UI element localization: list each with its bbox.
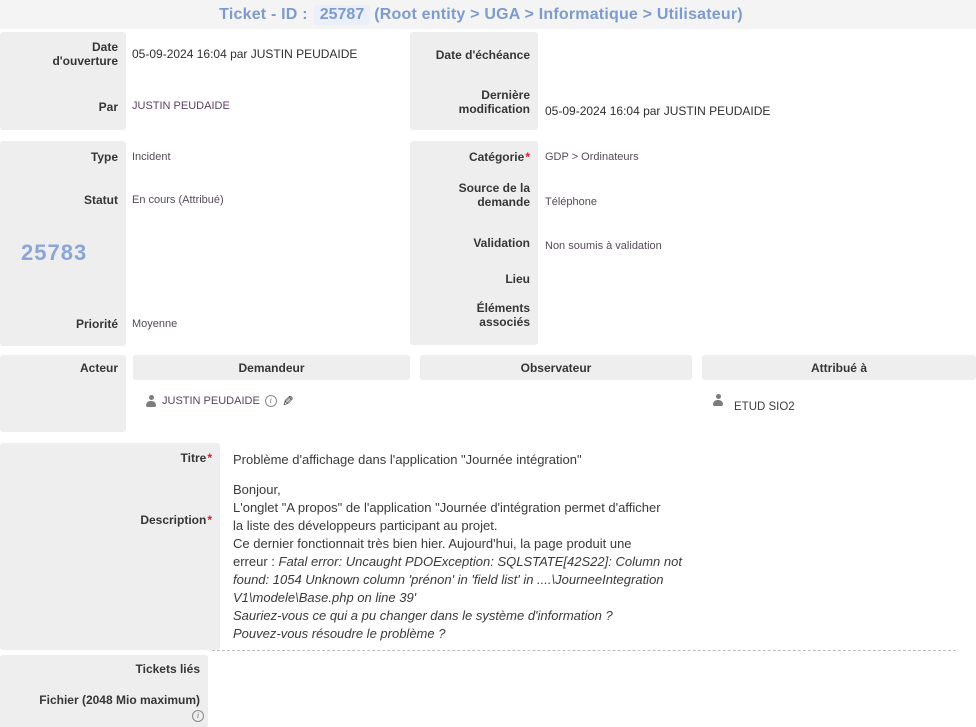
label-date-echeance: Date d'échéance <box>435 48 530 62</box>
value-type: Incident <box>132 151 171 163</box>
label-categorie-text: Catégorie <box>468 150 525 164</box>
label-cell-acteur <box>0 355 126 432</box>
demandeur-entry <box>145 395 294 407</box>
label-cell-footer <box>0 655 208 727</box>
label-cell-dates-right <box>410 32 538 130</box>
label-cell-content <box>0 443 220 650</box>
description-line: found: 1054 Unknown column 'prénon' in 'field list' in ....\JourneeIntegration <box>233 572 664 587</box>
value-statut: En cours (Attribué) <box>132 194 224 206</box>
column-header-observateur-text: Observateur <box>520 360 592 375</box>
label-titre <box>52 451 212 465</box>
label-categorie <box>420 150 530 164</box>
attribue-entry <box>712 394 795 413</box>
attribue-user-name: ETUD SIO2 <box>734 401 795 413</box>
label-priorite: Priorité <box>75 317 118 331</box>
value-source-demande: Téléphone <box>545 196 597 208</box>
user-info-icon[interactable]: i <box>265 395 277 407</box>
titre-value[interactable]: Problème d'affichage dans l'application "Journée intégration" <box>233 452 582 467</box>
label-description <box>52 513 212 527</box>
ticket-title-bar <box>0 0 976 29</box>
column-header-attribue <box>702 355 976 380</box>
label-elements-associes: Éléments associés <box>476 301 530 329</box>
linked-ticket-number-link[interactable]: 25783 <box>21 240 88 265</box>
value-categorie: GDP > Ordinateurs <box>545 151 639 163</box>
description-line: L'onglet "A propos" de l'application "Journée d'intégration permet d'afficher <box>233 500 661 515</box>
description-line: erreur : Fatal error: Uncaught PDOException: SQLSTATE[42S22]: Column not <box>233 554 682 569</box>
description-line: Pouvez-vous résoudre le problème ? <box>233 626 446 641</box>
required-marker: * <box>525 150 530 164</box>
label-lieu: Lieu <box>505 272 530 286</box>
required-marker: * <box>207 451 212 465</box>
value-par[interactable]: JUSTIN PEUDAIDE <box>132 100 230 112</box>
file-help-info-icon[interactable]: i <box>192 710 204 722</box>
description-line: la liste des développeurs participant au projet. <box>233 518 498 533</box>
label-titre-text: Titre <box>180 451 207 465</box>
column-header-attribue-text: Attribué à <box>810 360 867 375</box>
required-marker: * <box>207 513 212 527</box>
label-source-demande: Source de la demande <box>458 181 530 209</box>
column-header-demandeur <box>133 355 410 380</box>
label-tickets-lies: Tickets liés <box>135 662 200 676</box>
ticket-title-prefix: Ticket - ID : <box>219 5 308 23</box>
ticket-id-badge: 25787 <box>314 5 371 25</box>
description-area[interactable] <box>233 481 705 643</box>
description-line: Sauriez-vous ce qui a pu changer dans le système d'information ? <box>233 608 613 623</box>
value-date-ouverture: 05-09-2024 16:04 par JUSTIN PEUDAIDE <box>132 47 358 61</box>
description-line: Ce dernier fonctionnait très bien hier. Aujourd'hui, la page produit une <box>233 536 632 551</box>
value-validation: Non soumis à validation <box>545 240 662 252</box>
description-resize-divider[interactable] <box>212 650 956 651</box>
label-statut: Statut <box>84 193 118 207</box>
label-cell-status-right <box>410 141 538 345</box>
ticket-entity-path: (Root entity > UGA > Informatique > Utilisateur) <box>374 5 743 23</box>
label-validation: Validation <box>473 236 530 250</box>
label-type: Type <box>90 150 118 164</box>
column-header-demandeur-text: Demandeur <box>238 360 305 375</box>
person-icon <box>145 395 157 407</box>
label-fichier: Fichier (2048 Mio maximum) <box>39 693 200 707</box>
label-acteur: Acteur <box>79 361 118 375</box>
person-icon <box>712 394 724 406</box>
label-description-text: Description <box>140 513 207 527</box>
edit-pencil-icon[interactable]: ✎ <box>281 393 294 409</box>
label-derniere-modification: Dernière modification <box>458 88 530 116</box>
value-derniere-modification: 05-09-2024 16:04 par JUSTIN PEUDAIDE <box>545 104 771 118</box>
column-header-observateur <box>420 355 692 380</box>
value-priorite: Moyenne <box>132 318 178 330</box>
label-par: Par <box>98 100 118 114</box>
description-line: V1\modele\Base.php on line 39' <box>233 590 417 605</box>
description-line: Bonjour, <box>233 482 281 497</box>
label-cell-dates-left <box>0 32 126 130</box>
demandeur-user-link[interactable]: JUSTIN PEUDAIDE <box>162 395 260 407</box>
label-date-ouverture: Date d'ouverture <box>52 40 118 68</box>
